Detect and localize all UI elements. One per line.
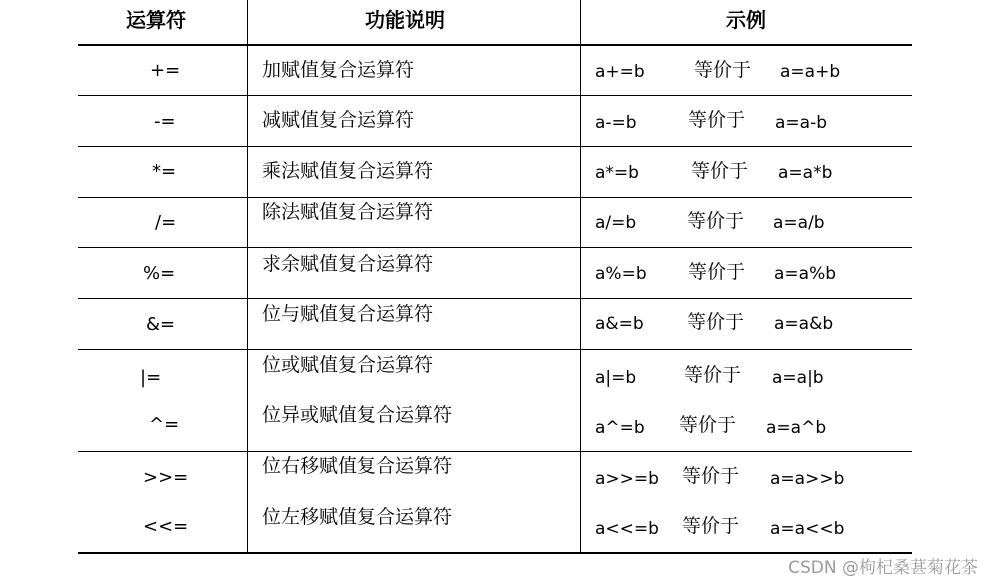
description-cell: 位左移赋值复合运算符: [262, 506, 453, 528]
description-cell: 除法赋值复合运算符: [262, 201, 434, 223]
example-equivalent-label: 等价于: [682, 515, 740, 537]
example-lhs: a^=b: [595, 418, 645, 438]
example-lhs: a/=b: [595, 213, 637, 233]
example-equivalent-label: 等价于: [682, 465, 740, 487]
description-cell: 位右移赋值复合运算符: [262, 455, 453, 477]
example-equivalent-label: 等价于: [691, 160, 749, 182]
row-divider: [78, 349, 912, 350]
example-rhs: a=a^b: [766, 418, 827, 438]
example-lhs: a%=b: [595, 264, 647, 284]
example-rhs: a=a%b: [774, 264, 837, 284]
example-lhs: a<<=b: [595, 519, 659, 539]
operator-cell: |=: [140, 367, 162, 388]
example-rhs: a=a>>b: [770, 469, 845, 489]
row-divider: [78, 95, 912, 96]
operator-cell: /=: [155, 212, 177, 233]
example-rhs: a=a/b: [773, 213, 825, 233]
header-example: 示例: [726, 8, 766, 32]
operator-cell: -=: [154, 111, 176, 132]
example-equivalent-label: 等价于: [679, 414, 737, 436]
row-divider: [78, 298, 912, 299]
example-rhs: a=a*b: [778, 163, 833, 183]
example-equivalent-label: 等价于: [688, 261, 746, 283]
example-lhs: a+=b: [595, 62, 645, 82]
example-rhs: a=a<<b: [770, 519, 845, 539]
example-equivalent-label: 等价于: [684, 364, 742, 386]
example-lhs: a|=b: [595, 368, 637, 388]
row-divider: [78, 197, 912, 198]
column-separator: [247, 0, 248, 553]
description-cell: 减赋值复合运算符: [262, 109, 415, 131]
operator-cell: >>=: [143, 467, 189, 488]
column-separator: [580, 0, 581, 553]
description-cell: 位异或赋值复合运算符: [262, 404, 453, 426]
watermark: CSDN @枸杞桑葚菊花茶: [788, 558, 978, 578]
operator-cell: *=: [152, 161, 177, 182]
description-cell: 乘法赋值复合运算符: [262, 160, 434, 182]
example-lhs: a-=b: [595, 113, 637, 133]
operator-cell: ^=: [149, 414, 180, 435]
example-lhs: a*=b: [595, 163, 639, 183]
example-equivalent-label: 等价于: [694, 59, 752, 81]
table-bottom-rule: [78, 552, 912, 554]
description-cell: 位或赋值复合运算符: [262, 354, 434, 376]
operator-cell: &=: [146, 314, 176, 335]
header-operator: 运算符: [126, 8, 186, 32]
description-cell: 加赋值复合运算符: [262, 59, 415, 81]
example-equivalent-label: 等价于: [688, 109, 746, 131]
header-description: 功能说明: [365, 8, 445, 32]
example-rhs: a=a|b: [772, 368, 824, 388]
row-divider: [78, 451, 912, 452]
example-equivalent-label: 等价于: [687, 311, 745, 333]
description-cell: 位与赋值复合运算符: [262, 303, 434, 325]
description-cell: 求余赋值复合运算符: [262, 253, 434, 275]
example-lhs: a&=b: [595, 314, 644, 334]
row-divider: [78, 146, 912, 147]
operator-cell: %=: [143, 263, 176, 284]
table-top-rule: [78, 44, 912, 46]
example-rhs: a=a-b: [775, 113, 828, 133]
example-lhs: a>>=b: [595, 469, 659, 489]
example-rhs: a=a+b: [780, 62, 841, 82]
example-equivalent-label: 等价于: [687, 210, 745, 232]
operator-cell: <<=: [143, 516, 189, 537]
row-divider: [78, 247, 912, 248]
example-rhs: a=a&b: [774, 314, 834, 334]
operator-cell: +=: [150, 60, 181, 81]
